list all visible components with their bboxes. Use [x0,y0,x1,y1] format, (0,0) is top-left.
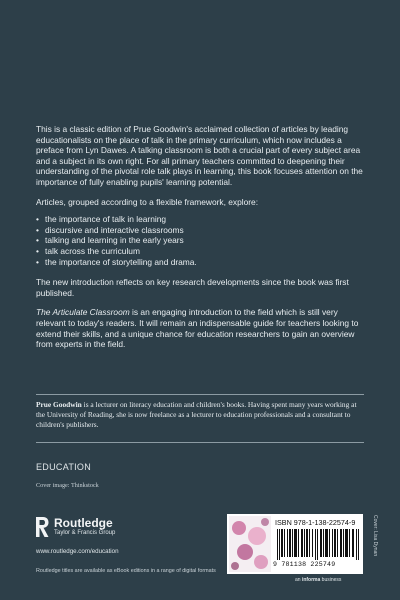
ebook-note: Routledge titles are available as eBook editions in a range of digital formats [36,568,216,574]
barcode-panel [227,514,363,574]
publisher-group: Taylor & Francis Group [54,530,116,536]
topic-item: • discursive and interactive classrooms [36,225,366,236]
informa-prefix: an [295,577,302,583]
blurb-paragraph-3: The new introduction reflects on key research developments since the book was first published. [36,277,349,298]
cover-image-credit: Cover image: Thinkstock [36,482,99,489]
blurb-paragraph-2: Articles, grouped according to a flexible framework, explore: [36,196,259,207]
barcode-icon [277,529,359,560]
publisher-name: Routledge [54,516,113,530]
routledge-logo-icon [34,516,50,538]
topic-item: • talk across the curriculum [36,246,366,257]
blurb-paragraph-4-text: is an engaging introduction to the field which is still very relevant to today's readers. It will remain an indispensable guide for teachers looking to extend their skills, and a unique chance for education researchers to gain an overview from experts in the field. [36,307,359,350]
author-name: Prue Goodwin [36,400,82,409]
blurb-paragraph-4 [36,307,366,349]
subject-category: EDUCATION [36,462,92,472]
book-title: The Articulate Classroom [36,307,130,318]
publisher-url: www.routledge.com/education [36,548,119,555]
topic-item: • the importance of storytelling and drama. [36,257,366,268]
blurb [36,124,366,359]
divider-bottom [36,442,364,443]
topic-item: • talking and learning in the early years [36,235,366,246]
author-bio-text: is a lecturer on literacy education and children's books. Having spent many years working at the University of Reading, she is now freelance as a lecturer to education professionals and a consultant to children's publishers. [36,400,357,429]
divider-top [36,394,364,395]
topics-list [36,214,366,267]
author-bio [36,400,366,430]
blurb-paragraph-1: This is a classic edition of Prue Goodwin's acclaimed collection of articles by leading educationalists on the place of talk in the primary curriculum, which now includes a preface from Lyn Dawes. A talking classroom is both a crucial part of every subject area and a subject in its own right. For all primary teachers committed to deepening their understanding of the pivotal role talk plays in learning, this book focuses attention on the importance of fully enabling pupils' learning potential. [36,124,363,187]
informa-suffix: business [320,577,342,583]
publisher-logo [34,515,154,541]
cover-design-credit: Cover: Lisa Dynan [372,515,378,557]
informa-business [295,577,341,583]
topic-item: • the importance of talk in learning [36,214,366,225]
isbn-label: ISBN 978-1-138-22574-9 [275,518,356,527]
informa-brand: informa [301,577,321,583]
cover-detail-image [229,516,271,572]
barcode-digits: 9 781138 225749 [273,561,336,568]
